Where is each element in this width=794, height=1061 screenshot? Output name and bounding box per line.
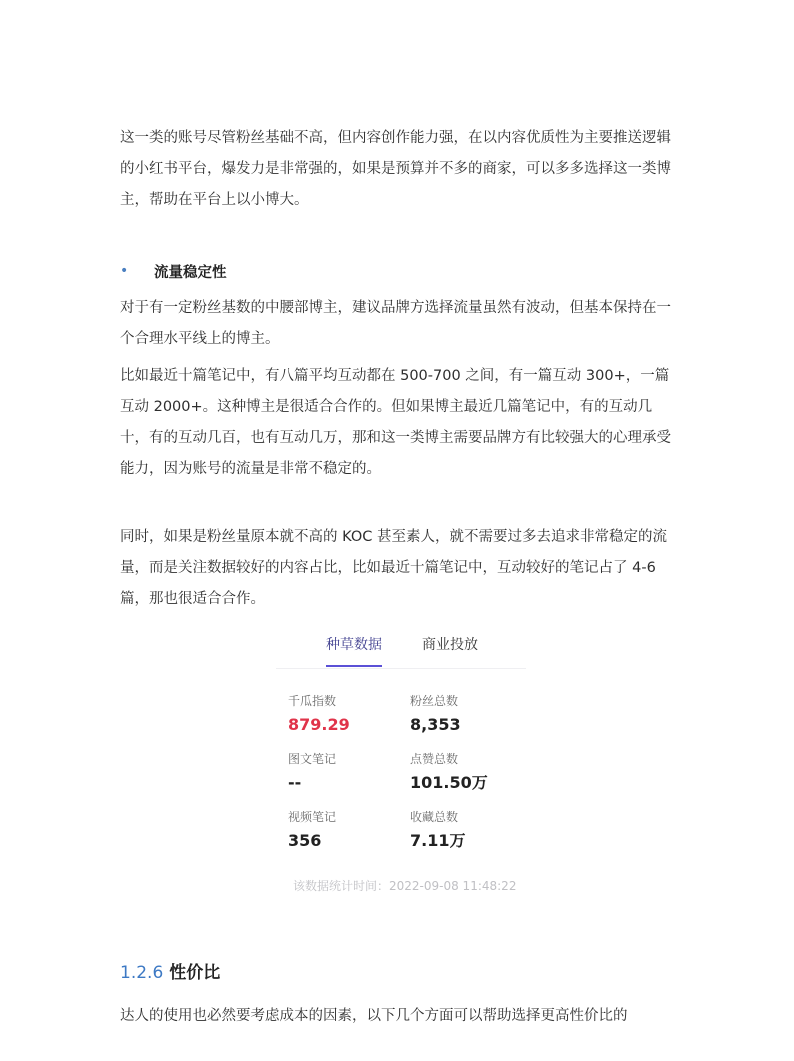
stat-value: 356 <box>288 831 322 850</box>
stat-total-likes <box>410 751 488 795</box>
stat-video-notes <box>288 809 336 853</box>
stat-label: 视频笔记 <box>288 810 337 824</box>
tab-commercial-placement[interactable]: 商业投放 <box>422 637 478 653</box>
stat-label: 粉丝总数 <box>410 694 459 708</box>
stat-value: 8,353 <box>410 715 461 734</box>
section-heading <box>120 958 220 983</box>
stat-total-collections <box>410 809 465 853</box>
paragraph-interaction-example: 比如最近十篇笔记中，有八篇平均互动都在 500-700 之间，有一篇互动 300+，一篇互动 2000+。这种博主是很适合合作的。但如果博主最近几篇笔记中，有的互动几十，有的互动几百，也有互动几万，那和这一类博主需要品牌方有比较强大的心理承受能力，因为账号的流量是非常不稳定的。 <box>120 368 671 477</box>
stat-label: 千瓜指数 <box>288 694 337 708</box>
stat-label: 图文笔记 <box>288 752 337 766</box>
bullet-item-traffic-stability <box>120 257 227 285</box>
data-timestamp: 该数据统计时间：2022-09-08 11:48:22 <box>293 879 517 893</box>
paragraph-koc-advice: 同时，如果是粉丝量原本就不高的 KOC 甚至素人，就不需要过多去追求非常稳定的流量，而是关注数据较好的内容占比，比如最近十篇笔记中，互动较好的笔记占了 4-6 篇，那也很适合合作。 <box>120 529 667 607</box>
stat-value: 101.50万 <box>410 773 488 792</box>
creator-stats-card <box>276 622 526 900</box>
active-tab-indicator <box>326 665 382 667</box>
stats-tab-bar <box>276 622 526 669</box>
section-number: 1.2.6 <box>120 963 164 983</box>
stat-label: 点赞总数 <box>410 752 459 766</box>
section-title: 性价比 <box>169 963 221 983</box>
stat-image-notes <box>288 751 336 795</box>
stat-value: -- <box>288 773 302 792</box>
stat-value: 7.11万 <box>410 831 466 850</box>
stat-value: 879.29 <box>288 715 350 734</box>
paragraph-mid-tier-advice: 对于有一定粉丝基数的中腰部博主，建议品牌方选择流量虽然有波动，但基本保持在一个合理水平线上的博主。 <box>120 300 671 347</box>
stat-qiangua-index <box>288 693 350 737</box>
stat-total-followers <box>410 693 461 737</box>
paragraph-low-follower-creators: 这一类的账号尽管粉丝基础不高，但内容创作能力强，在以内容优质性为主要推送逻辑的小红书平台，爆发力是非常强的，如果是预算并不多的商家，可以多多选择这一类博主，帮助在平台上以小博大。 <box>120 130 671 208</box>
tab-seeding-data[interactable]: 种草数据 <box>326 637 382 653</box>
bullet-label: 流量稳定性 <box>154 264 227 281</box>
bullet-dot-icon: • <box>120 263 129 279</box>
stat-label: 收藏总数 <box>410 810 459 824</box>
paragraph-cost-intro: 达人的使用也必然要考虑成本的因素，以下几个方面可以帮助选择更高性价比的 <box>120 1008 628 1024</box>
